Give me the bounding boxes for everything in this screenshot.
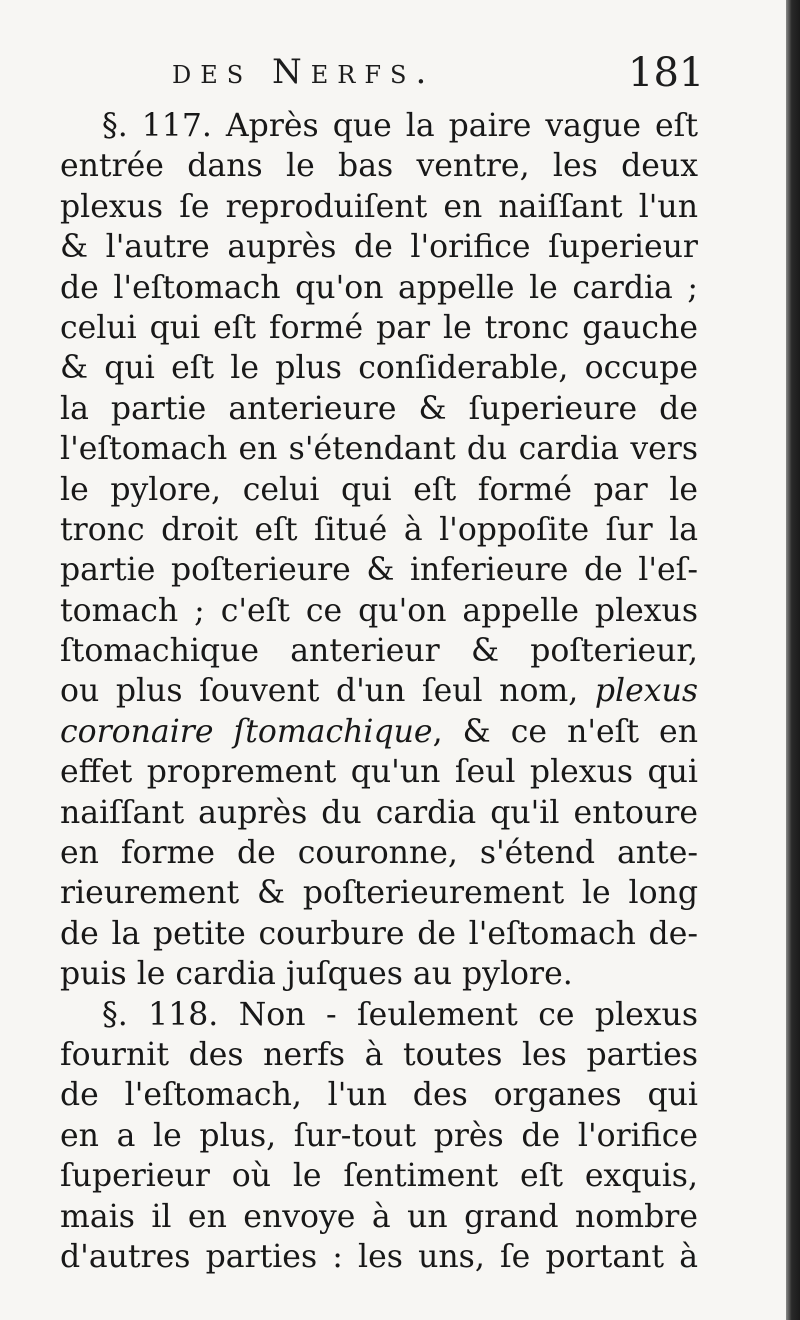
body-text — [60, 106, 698, 1277]
text-line: de la petite courbure de l'eſtomach de- — [60, 915, 698, 952]
text-line: puis le cardia juſques au pylore. — [60, 956, 573, 993]
page-header — [0, 46, 800, 96]
page-gutter-shadow — [786, 0, 800, 1320]
text-run: ou plus ſouvent d'un ſeul nom, — [60, 673, 579, 710]
text-line: rieurement & poſterieurement le long — [60, 875, 698, 912]
text-line: celui qui eſt formé par le tronc gauche — [60, 309, 698, 346]
text-line: de l'eſtomach qu'on appelle le cardia ; — [60, 269, 698, 306]
text-line: la partie anterieure & ſuperieure de — [60, 390, 698, 427]
italic-text-run: plexus — [594, 673, 698, 710]
text-line: de l'eſtomach, l'un des organes qui — [60, 1077, 698, 1114]
text-line: tomach ; c'eſt ce qu'on appelle plexus — [60, 592, 698, 629]
text-line — [60, 712, 698, 752]
text-line: entrée dans le bas ventre, les deux — [60, 148, 698, 185]
text-line: fournit des nerfs à toutes les parties — [60, 1036, 698, 1073]
page-number: 181 — [628, 50, 705, 96]
text-line: ſtomachique anterieur & poſterieur, — [60, 633, 698, 670]
text-line: & qui eſt le plus conſiderable, occupe — [60, 350, 698, 387]
text-line: en forme de couronne, s'étend ante- — [60, 835, 698, 872]
text-line: en a le plus, ſur-tout près de l'orifice — [60, 1117, 698, 1154]
text-line: effet proprement qu'un ſeul plexus qui — [60, 754, 698, 791]
text-line: §. 118. Non - ſeulement ce plexus — [102, 996, 698, 1033]
text-line: §. 117. Après que la paire vague eſt — [102, 108, 698, 144]
text-line: tronc droit eſt ſitué à l'oppoſite ſur la — [60, 511, 698, 548]
text-line — [60, 671, 698, 711]
text-line: naiſſant auprès du cardia qu'il entoure — [60, 794, 698, 831]
text-line: & l'autre auprès de l'orifice ſuperieur — [60, 229, 698, 266]
italic-text-run: coronaire ſtomachique — [60, 713, 433, 750]
text-line: plexus ſe reproduiſent en naiſſant l'un — [60, 188, 698, 225]
text-line: ſuperieur où le ſentiment eſt exquis, — [60, 1158, 698, 1195]
text-line: l'eſtomach en s'étendant du cardia vers — [60, 431, 698, 468]
text-line: mais il en envoye à un grand nombre — [60, 1198, 698, 1235]
text-line: le pylore, celui qui eſt formé par le — [60, 471, 698, 508]
text-line: partie poſterieure & inferieure de l'eſ- — [60, 552, 698, 589]
text-line: d'autres parties : les uns, ſe portant à — [60, 1238, 698, 1275]
running-title: des Nerfs. — [172, 52, 436, 92]
text-run: , & ce n'eſt en — [432, 713, 698, 750]
